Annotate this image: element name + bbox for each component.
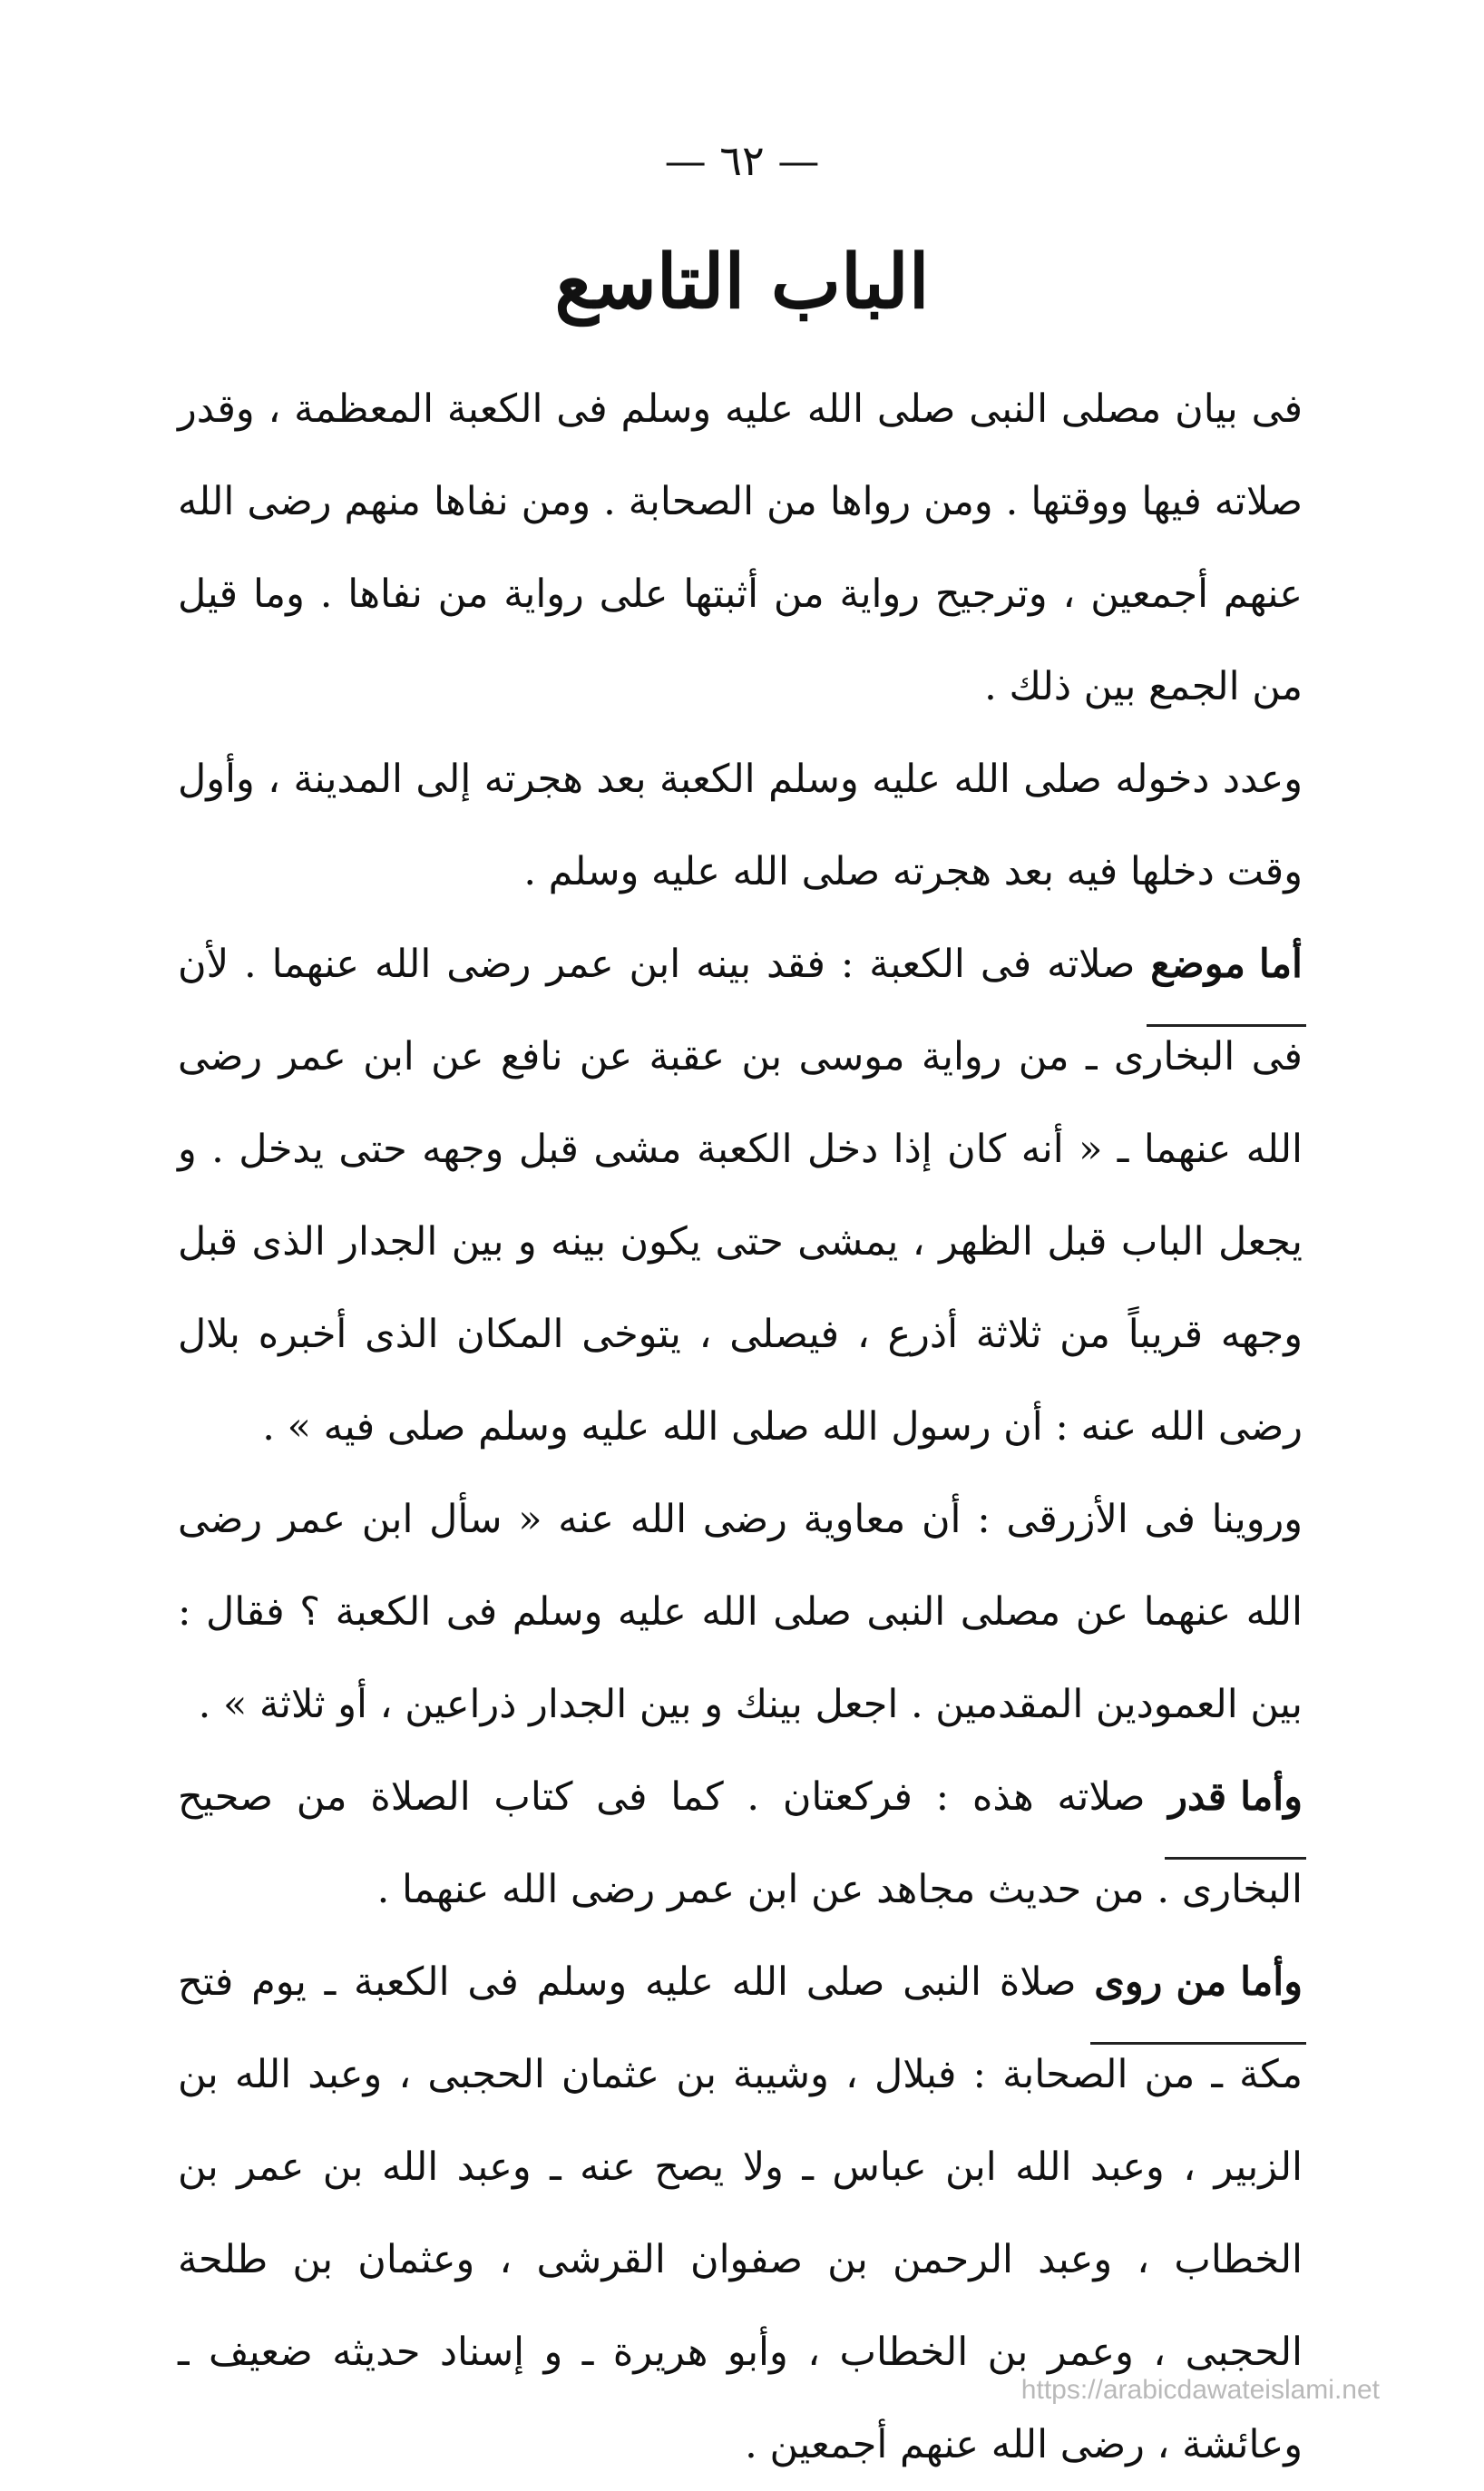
page-number: — ٦٢ — (664, 136, 820, 185)
chapter-title: الباب التاسع (554, 239, 930, 326)
paragraph-lead: وأما من روى (1094, 1936, 1303, 2028)
paragraph-lead: أما موضع (1150, 918, 1303, 1011)
paragraph-amount (178, 1751, 1303, 1936)
paragraph-narrators (178, 1936, 1303, 2491)
paragraph-azraqi (178, 1473, 1303, 1751)
paragraph-text: صلاته فى الكعبة : فقد بينه ابن عمر رضى الله عنهما . لأن فى البخارى ـ من رواية موسى بن عقبة عن نافع عن ابن عمر رضى الله عنهما ـ « أنه كان إذا دخل الكعبة مشى قبل وجهه حتى يدخل . و يجعل الباب قبل الظهر ، يمشى حتى يكون بينه و بين الجدار الذى قبل وجهه قريباً من ثلاثة أذرع ، فيصلى ، يتوخى المكان الذى أخبره بلال رضى الله عنه : أن رسول الله صلى الله عليه وسلم صلى فيه » . (178, 942, 1303, 1450)
paragraph-text: صلاته هذه : فركعتان . كما فى كتاب الصلاة من صحيح البخارى . من حديث مجاهد عن ابن عمر رضى الله عنهما . (178, 1774, 1303, 1912)
paragraph-entries (178, 733, 1303, 918)
paragraph-intro (178, 363, 1303, 733)
paragraph-location (178, 918, 1303, 1473)
paragraph-text: وروينا فى الأزرقى : أن معاوية رضى الله عنه « سأل ابن عمر رضى الله عنهما عن مصلى النبى صلى الله عليه وسلم فى الكعبة ؟ فقال : بين العمودين المقدمين . اجعل بينك و بين الجدار ذراعين ، أو ثلاثة » . (178, 1497, 1303, 1727)
watermark: https://arabicdawateislami.net (1020, 2375, 1380, 2405)
paragraph-text: فى بيان مصلى النبى صلى الله عليه وسلم فى الكعبة المعظمة ، وقدر صلاته فيها ووقتها . ومن رواها من الصحابة . ومن نفاها منهم رضى الله عنهم أجمعين ، وترجيح رواية من أثبتها على رواية من نفاها . وما قيل من الجمع بين ذلك . (178, 386, 1303, 709)
paragraph-text: صلاة النبى صلى الله عليه وسلم فى الكعبة ـ يوم فتح مكة ـ من الصحابة : فبلال ، وشيبة بن عثمان الحجبى ، وعبد الله بن الزبير ، وعبد الله ابن عباس ـ ولا يصح عنه ـ وعبد الله بن عمر بن الخطاب ، وعبد الرحمن بن صفوان القرشى ، وعثمان بن طلحة الحجبى ، وعمر بن الخطاب ، وأبو هريرة ـ و إسناد حديثه ضعيف ـ وعائشة ، رضى الله عنهم أجمعين . (178, 1959, 1303, 2467)
lead-underline (1165, 1857, 1306, 1860)
lead-underline (1147, 1024, 1306, 1027)
paragraph-text: وعدد دخوله صلى الله عليه وسلم الكعبة بعد هجرته إلى المدينة ، وأول وقت دخلها فيه بعد هجرته صلى الله عليه وسلم . (178, 757, 1303, 894)
paragraph-lead: وأما قدر (1168, 1751, 1303, 1843)
lead-underline (1090, 2042, 1306, 2045)
body-text (178, 363, 1303, 2491)
